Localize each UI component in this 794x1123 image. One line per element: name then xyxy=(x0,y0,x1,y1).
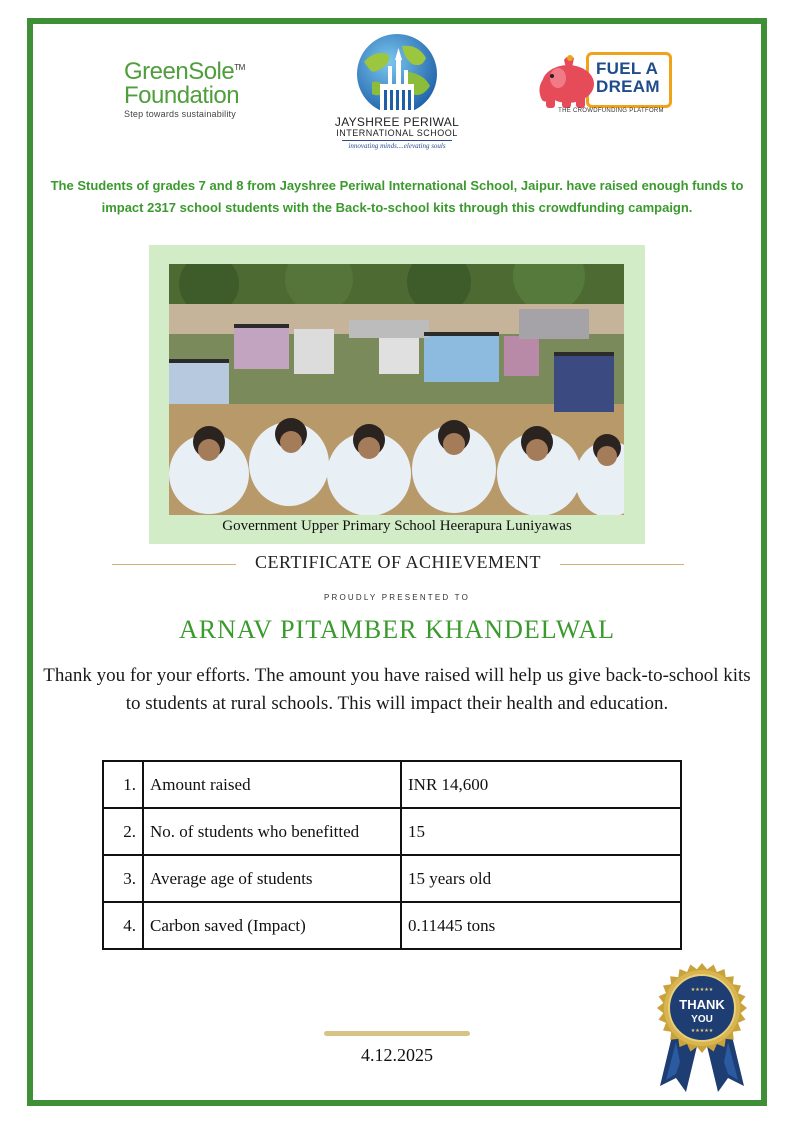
row-number: 4. xyxy=(103,902,143,949)
row-number: 1. xyxy=(103,761,143,808)
greensole-name: GreenSole xyxy=(124,58,235,85)
row-value: INR 14,600 xyxy=(401,761,681,808)
recipient-name: ARNAV PITAMBER KHANDELWAL xyxy=(178,615,616,644)
thank-you-message: Thank you for your efforts. The amount you have raised will help us give back-to-school kits to students at rural schools. This will impact their health and education. xyxy=(43,665,751,714)
row-label: Amount raised xyxy=(143,761,401,808)
row-value: 0.11445 tons xyxy=(401,902,681,949)
table-row xyxy=(103,761,681,808)
school-logo xyxy=(330,32,464,154)
thank-you-seal-icon xyxy=(650,962,754,1094)
certificate-title: CERTIFICATE OF ACHIEVEMENT xyxy=(255,552,541,572)
table-row xyxy=(103,902,681,949)
photo-panel xyxy=(149,245,645,544)
brand-line-1: FUEL A xyxy=(596,59,659,78)
row-label: No. of students who benefitted xyxy=(143,808,401,855)
school-subtitle: INTERNATIONAL SCHOOL xyxy=(336,128,458,138)
row-label: Average age of students xyxy=(143,855,401,902)
photo-caption: Government Upper Primary School Heerapura Luniyawas xyxy=(222,518,572,534)
school-name: JAYSHREE PERIWAL xyxy=(334,115,460,129)
row-value: 15 xyxy=(401,808,681,855)
students-photo xyxy=(169,264,624,515)
brand-line-2: DREAM xyxy=(596,77,660,96)
fuel-a-dream-logo xyxy=(538,52,678,118)
table-row xyxy=(103,808,681,855)
greensole-foundation: Foundation xyxy=(124,82,240,109)
platform-tagline: THE CROWDFUNDING PLATFORM xyxy=(558,108,664,114)
divider-left xyxy=(112,564,236,565)
seal-text-thank: THANK xyxy=(679,997,725,1012)
seal-stars-top: ★★★★★ xyxy=(690,987,714,993)
table-row xyxy=(103,855,681,902)
row-label: Carbon saved (Impact) xyxy=(143,902,401,949)
elephant-icon xyxy=(538,54,602,110)
impact-table xyxy=(102,760,682,950)
certificate-heading xyxy=(112,552,684,576)
seal-stars-bottom: ★★★★★ xyxy=(690,1028,714,1034)
seal-text-you: YOU xyxy=(691,1014,713,1025)
row-number: 2. xyxy=(103,808,143,855)
row-value: 15 years old xyxy=(401,855,681,902)
signature-line xyxy=(324,1031,470,1036)
greensole-logo xyxy=(124,56,254,119)
greensole-tagline: Step towards sustainability xyxy=(124,109,236,119)
school-tagline: innovating minds....elevating souls xyxy=(342,140,452,150)
row-number: 3. xyxy=(103,855,143,902)
globe-icon xyxy=(352,32,442,116)
presented-to-label: PROUDLY PRESENTED TO xyxy=(323,593,471,602)
divider-right xyxy=(560,564,684,565)
trademark-mark: TM xyxy=(234,63,245,72)
intro-text: The Students of grades 7 and 8 from Jayshree Periwal International School, Jaipur. have raised enough funds to impact 2317 school students with the Back-to-school kits through this crowdfunding campaign. xyxy=(50,178,744,215)
certificate-date: 4.12.2025 xyxy=(361,1045,433,1065)
